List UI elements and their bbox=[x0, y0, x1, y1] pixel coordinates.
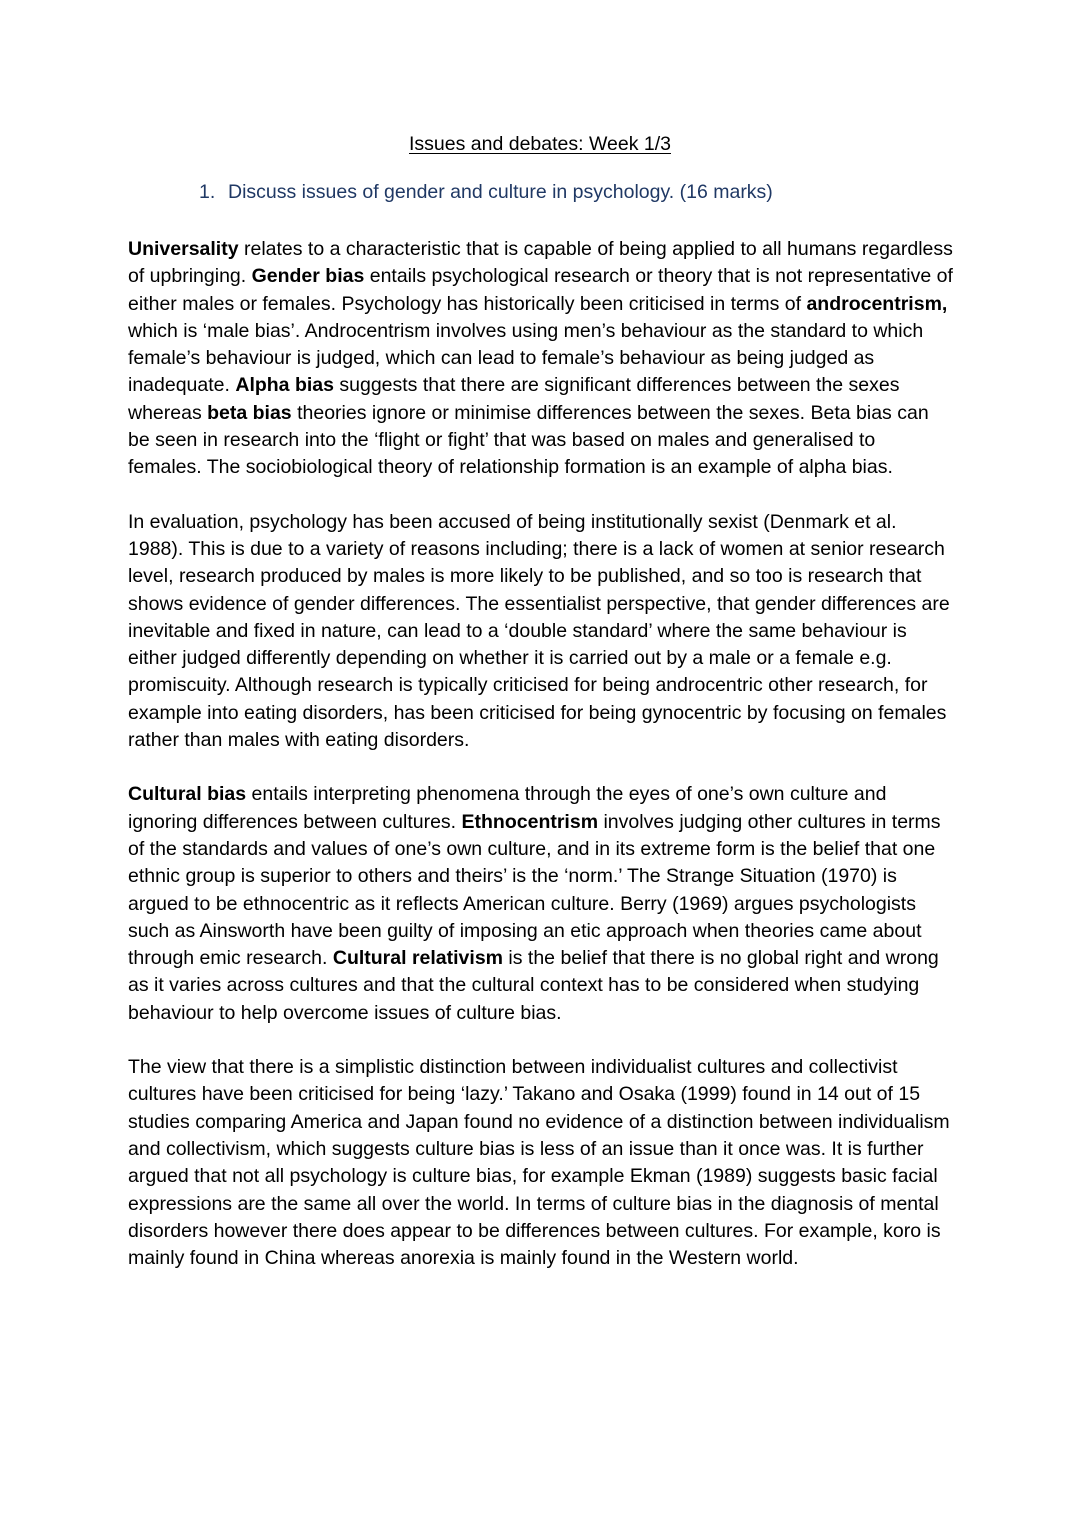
question-list bbox=[0, 178, 1080, 206]
question-item-1 bbox=[0, 178, 1080, 206]
emphasis-term: Cultural relativism bbox=[332, 947, 503, 970]
document-title bbox=[0, 131, 1080, 158]
body-text-run: relates to a characteristic that is capable of being applied to all humans regardless of upbringing. bbox=[128, 238, 953, 288]
document-title-text: Issues and debates: Week 1/3 bbox=[409, 133, 671, 155]
paragraph-evaluation bbox=[128, 509, 954, 755]
body-text-run: The view that there is a simplistic distinction between individualist cultures and collectivist cultures have been criticised for being ‘lazy.’ Takano and Osaka (1999) found in 14 out of 15 studies comparing America and Japan found no evidence of a distinction between individualism and collectivism, which suggests culture bias is less of an issue than it once was. It is further argued that not all psychology is culture bias, for example Ekman (1989) suggests basic facial expressions are the same all over the world. In terms of culture bias in the diagnosis of mental disorders however there does appear to be differences between cultures. For example, koro is mainly found in China whereas anorexia is mainly found in the Western world. bbox=[128, 1056, 950, 1270]
body-text-run: In evaluation, psychology has been accused of being institutionally sexist (Denmark et al. 1988). This is due to a variety of reasons including; there is a lack of women at senior research level, research produced by males is more likely to be published, and so too is research that shows evidence of gender differences. The essentialist perspective, that gender differences are inevitable and fixed in nature, can lead to a ‘double standard’ where the same behaviour is either judged differently depending on whether it is carried out by a male or a female e.g. promiscuity. Although research is typically criticised for being androcentric other research, for example into eating disorders, has been criticised for being gynocentric by focusing on females rather than males with eating disorders. bbox=[128, 510, 950, 752]
body-copy bbox=[128, 236, 954, 1272]
body-text-run: involves judging other cultures in terms of the standards and values of one’s own culture, and in its extreme form is the belief that one ethnic group is superior to others and theirs’ is the ‘norm.’ The Strange Situation (1970) is argued to be ethnocentric as it reflects American culture. Berry (1969) argues psychologists such as Ainsworth have been guilty of imposing an etic approach when theories came about through emic research. bbox=[128, 810, 941, 970]
body-text-run: is the belief that there is no global right and wrong as it varies across cultures and that the cultural context has to be considered when studying behaviour to help overcome issues of culture bias. bbox=[128, 947, 939, 1024]
emphasis-term: androcentrism, bbox=[806, 292, 948, 315]
emphasis-term: Ethnocentrism bbox=[461, 810, 599, 833]
body-text-run: entails psychological research or theory that is not representative of either males or females. Psychology has historically been criticised in terms of bbox=[128, 265, 953, 315]
question-text: Discuss issues of gender and culture in psychology. (16 marks) bbox=[228, 181, 773, 203]
paragraph-cultural-bias bbox=[128, 781, 954, 1027]
emphasis-term: Universality bbox=[128, 238, 239, 260]
emphasis-term: Gender bias bbox=[251, 265, 365, 288]
emphasis-term: Alpha bias bbox=[235, 374, 334, 397]
paragraph-universality bbox=[128, 236, 954, 482]
body-text-run: suggests that there are significant differences between the sexes whereas bbox=[128, 374, 900, 424]
body-text-run: theories ignore or minimise differences between the sexes. Beta bias can be seen in research into the ‘flight or fight’ that was based on males and generalised to females. The sociobiological theory of relationship formation is an example of alpha bias. bbox=[128, 401, 929, 479]
body-text-run: entails interpreting phenomena through the eyes of one’s own culture and ignoring differences between cultures. bbox=[128, 783, 887, 833]
list-marker: 1. bbox=[199, 181, 216, 203]
body-text-run: which is ‘male bias’. Androcentrism involves using men’s behaviour as the standard to which female’s behaviour is judged, which can lead to female’s behaviour as being judged as inadequate. bbox=[128, 319, 924, 397]
paragraph-individualist-collectivist bbox=[128, 1054, 954, 1272]
emphasis-term: Cultural bias bbox=[128, 783, 247, 806]
emphasis-term: beta bias bbox=[207, 401, 292, 424]
